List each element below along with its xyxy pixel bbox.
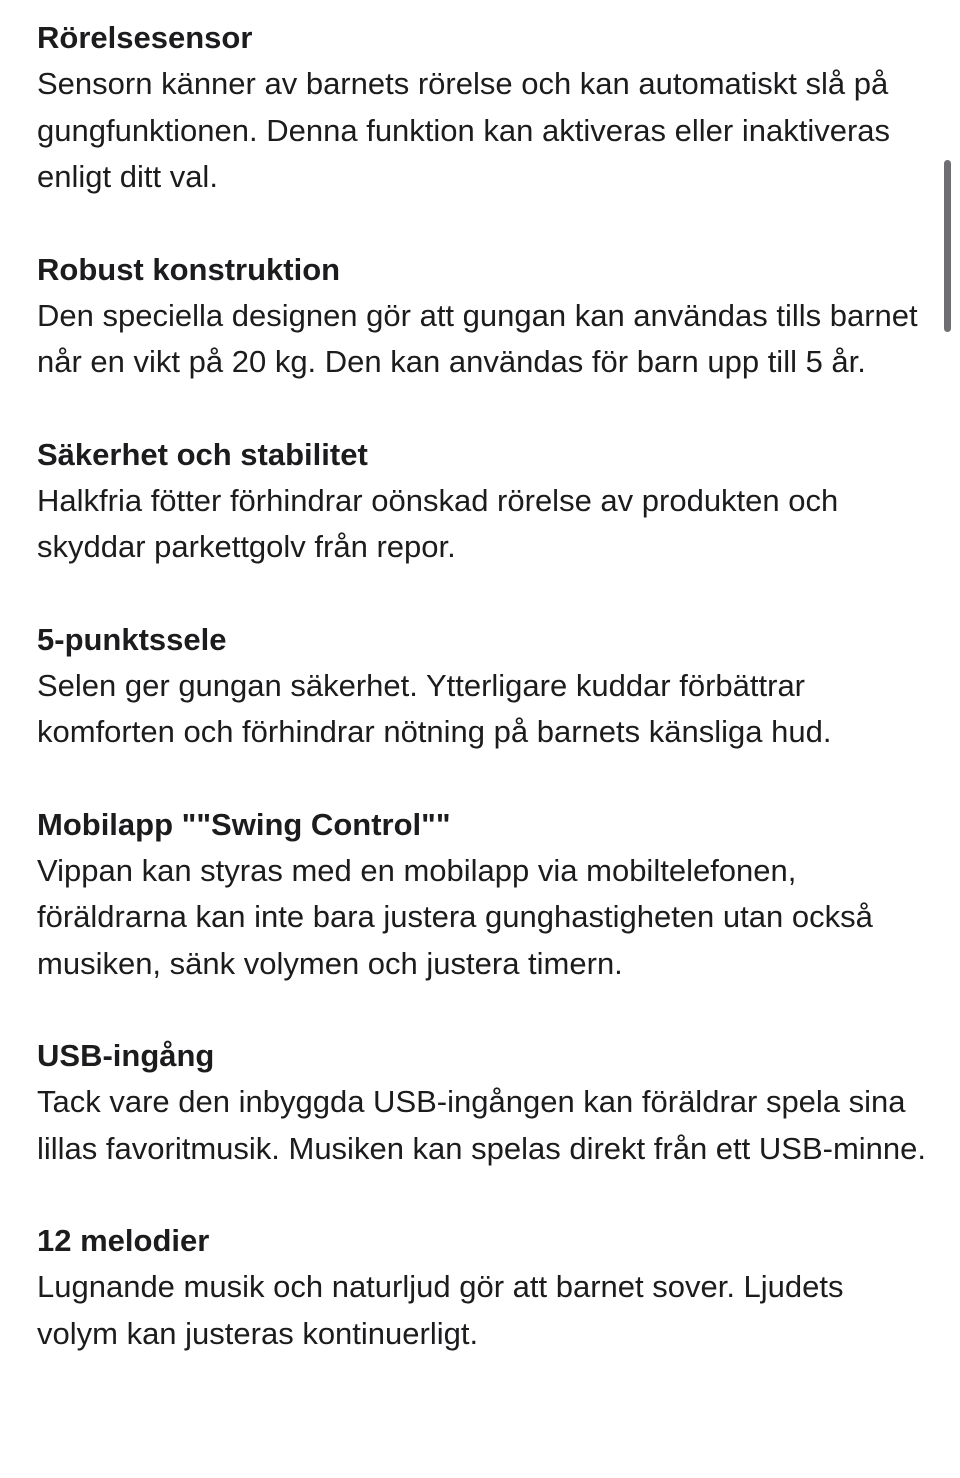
feature-section-robust-construction	[37, 247, 927, 386]
feature-section-5-point-harness	[37, 617, 927, 756]
feature-title: Rörelsesensor	[37, 20, 253, 55]
feature-description: Den speciella designen gör att gungan kan användas tills barnet når en vikt på 20 kg. Den kan användas för barn upp till 5 år.	[37, 297, 918, 379]
feature-title: Mobilapp ""Swing Control""	[37, 806, 451, 842]
feature-section-mobile-app	[37, 802, 927, 988]
feature-title: Robust konstruktion	[37, 251, 341, 287]
feature-description: Halkfria fötter förhindrar oönskad rörelse av produkten och skyddar parkettgolv från repor.	[37, 482, 839, 564]
feature-description: Lugnande musik och naturljud gör att barnet sover. Ljudets volym kan justeras kontinuerligt.	[37, 1269, 844, 1351]
feature-title: Säkerhet och stabilitet	[37, 436, 368, 472]
vertical-scrollbar-thumb[interactable]	[944, 160, 951, 332]
feature-description: Tack vare den inbyggda USB-ingången kan föräldrar spela sina lillas favoritmusik. Musiken kan spelas direkt från ett USB-minne.	[37, 1084, 926, 1166]
feature-title: 12 melodier	[37, 1223, 210, 1258]
feature-section-motion-sensor	[37, 15, 927, 201]
product-feature-list	[37, 15, 927, 1403]
feature-description: Selen ger gungan säkerhet. Ytterligare kuddar förbättrar komforten och förhindrar nötning på barnets känsliga hud.	[37, 667, 832, 749]
feature-title: USB-ingång	[37, 1038, 215, 1073]
feature-section-safety-stability	[37, 432, 927, 571]
feature-description: Vippan kan styras med en mobilapp via mobiltelefonen, föräldrarna kan inte bara justera gunghastigheten utan också musiken, sänk volymen och justera timern.	[37, 852, 873, 981]
feature-section-usb-input	[37, 1033, 927, 1172]
feature-section-12-melodies	[37, 1218, 927, 1357]
feature-description: Sensorn känner av barnets rörelse och kan automatiskt slå på gungfunktionen. Denna funktion kan aktiveras eller inaktiveras enligt ditt val.	[37, 66, 891, 194]
feature-title: 5-punktssele	[37, 621, 227, 657]
